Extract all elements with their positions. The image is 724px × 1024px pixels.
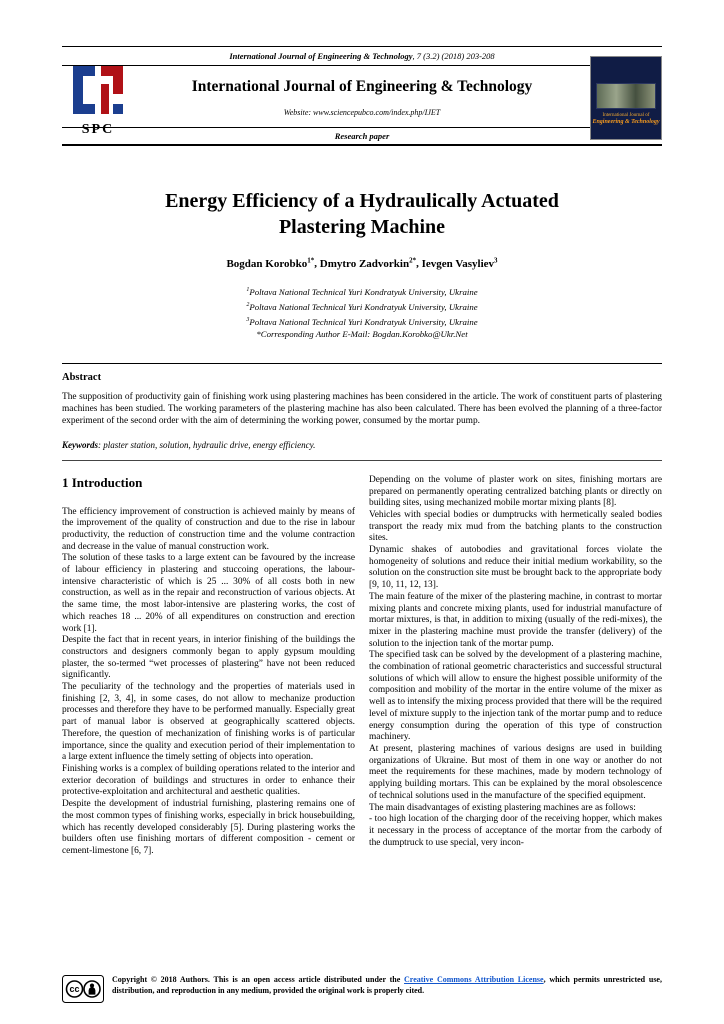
paragraph: The solution of these tasks to a large extent can be favoured by the increase of labour efficiency in plastering and stuccoing operations, the labour-intensive characteristic of which is 25 ... 30% of all costs both in new construction, as well as in the repair and reconstruction of various objects. At the same time, the most labor-intensive are plastering works, the cost of which reaches 18 ... 20% of all expenditures on construction and erection work [1]. (62, 553, 355, 634)
copyright-footer (62, 975, 662, 1008)
paragraph: The efficiency improvement of construction is achieved mainly by means of the improvement of the quality of construction and due to the rise in labour productivity, the reduction of construction time and the volume contraction and decrease in the value of manual construction work. (62, 506, 355, 552)
journal-website: Website: www.sciencepubco.com/index.php/IJET (283, 108, 441, 117)
section-1-heading: 1 Introduction (62, 474, 143, 490)
author-2: Dmytro Zadvorkin$^{2*}$ (319, 256, 417, 270)
page-title (62, 188, 662, 240)
left-column (62, 475, 355, 858)
paragraph: The peculiarity of the technology and the properties of materials used in finishing [2, 3, 4], in some cases, do not allow to mechanize production processes and therefore they have to be performed manually. Especially great part of manual labor is observed at geographically scattered objects. Therefore, the question of mechanization of finishing works is of particular importance, since the quality and execution period of their implementation to a large extent influence the timely setting of objects into operation. (62, 682, 355, 763)
author-1: Bogdan Korobko$^{1*}$ (226, 256, 315, 270)
title-line-1: Energy Efficiency of a Hydraulically Actuated (165, 190, 559, 212)
keywords-bottom-rule (62, 460, 662, 461)
svg-text:cc: cc (69, 984, 80, 995)
publisher-logo-text: SPC (81, 122, 115, 137)
paragraph: Dynamic shakes of autobodies and gravitational forces violate the homogeneity of solutions and reduce their initial medium workability, so the solution on the construction site must be brought back to the appropriate body [9, 10, 11, 12, 13]. (369, 545, 662, 591)
cover-collage-image (596, 83, 656, 109)
paragraph: The main disadvantages of existing plastering machines are as follows: (369, 802, 636, 813)
affiliation-line-1: $^1$Poltava National Technical Yuri Kondratyuk University, Ukraine (246, 286, 478, 297)
keywords-line (62, 440, 662, 450)
journal-cover-image (590, 56, 662, 140)
journal-header (62, 0, 662, 146)
publisher-logo (66, 64, 130, 138)
copyright-text (112, 975, 662, 996)
keywords-label: Keywords (62, 439, 98, 450)
cc-by-license-icon (62, 975, 104, 1008)
citation-journal-name: International Journal of Engineering & Technology (229, 51, 413, 61)
paragraph: - too high location of the charging door of the receiving hopper, which makes it necessary in the process of acceptance of the mortar from the carbody of the dumptruck to use special, very incon- (369, 814, 662, 848)
paragraph: Despite the fact that in recent years, in interior finishing of the buildings the constructors and designers commonly began to apply gypsum moulding plaster, the so-termed “wet processes of plastering” have not been reduced significantly. (62, 635, 355, 681)
paragraph: Finishing works is a complex of building operations related to the interior and exterior decoration of buildings and structures in order to enhance their protective-exploitation and architectural and aesthetic qualities. (62, 763, 355, 798)
paragraph: At present, plastering machines of various designs are used in building organizations of Ukraine. But most of them in one way or another do not meet the requirements for these machines, made by modern technology of applying building mortars. This can be explained by the moral obsolescence of technical solutions used in the manufacture of the specified equipment. (369, 743, 662, 801)
paragraph: Despite the development of industrial furnishing, plastering remains one of the most common types of finishing works, especially in brick housebuilding, which has recently developed considerably [5]. During plastering works the builders often use finishing mortars of different composition - cement or cement-limestone [6, 7]. (62, 799, 355, 856)
abstract-top-rule (62, 363, 662, 364)
paragraph: Vehicles with special bodies or dumptrucks with hermetically sealed bodies transport the ready mix mud from the batching plants to the construction sites. (369, 509, 662, 544)
author-separator: , (314, 257, 320, 270)
right-column (369, 475, 662, 858)
spc-logo-icon (71, 103, 125, 120)
creative-commons-license-link[interactable]: Creative Commons Attribution License (404, 975, 544, 984)
citation-issue: , 7 (3.2) (2018) 203-208 (412, 51, 495, 61)
affiliation-line-2: $^2$Poltava National Technical Yuri Kondratyuk University, Ukraine (246, 301, 478, 312)
body-columns (62, 475, 662, 858)
author-separator: , (416, 257, 422, 270)
author-3: Ievgen Vasyliev$^3$ (421, 256, 498, 270)
citation-line (62, 46, 662, 66)
header-middle (62, 66, 662, 127)
paragraph: The main feature of the mixer of the plastering machine, in contrast to mortar mixing plants and concrete mixing plants, used for industrial manufacture of mortar mixtures, is that, in addition to mixing (usually of the redi-mixes), the mixer in the plastering machine must provide the transfer (delivery) of the solution to the injection tank of the mortar pump. (369, 591, 662, 649)
cover-title-line1: International Journal of (602, 113, 650, 118)
corresponding-author-line: *Corresponding Author E-Mail: Bogdan.Korobko@Ukr.Net (256, 329, 468, 340)
paragraph: The specified task can be solved by the development of a plastering machine, the combination of rational geometric characteristics and successful structural solutions of which will allow to ensure the highest possible uniformity of the composition and mobility of the mortar in the entire volume of the mixer as well as to intensify the mixing process provided that there will be the required level of mixture supply to the injection tank of the mortar pump and to reduce energy consumption during the operation of this type of construction machinery. (369, 650, 662, 743)
keywords-text: : plaster station, solution, hydraulic drive, energy efficiency. (98, 439, 316, 450)
authors-line (62, 256, 662, 270)
copyright-text-before: Copyright © 2018 Authors. This is an open access article distributed under the (112, 975, 405, 984)
paper-type-label: Research paper (62, 127, 662, 146)
abstract-text: The supposition of productivity gain of finishing work using plastering machines has been considered in the article. The work of constituent parts of plastering machines has been studied. The working parameters of the plastering machine has also been calculated. There has been evolved the planning of a three-factor experiment of the second order with the aim of determining the working power, consumed by the mortar pump. (62, 392, 662, 427)
copyright-text-after: , which permits unrestricted use, distribution, and reproduction in any medium, provided the original work is properly cited. (112, 975, 662, 995)
abstract-heading: Abstract (62, 372, 102, 384)
title-line-2: Plastering Machine (278, 216, 446, 238)
affiliation-line-3: $^3$Poltava National Technical Yuri Kondratyuk University, Ukraine (246, 316, 478, 327)
cover-title-line2: Engineering & Technology (592, 119, 660, 125)
paragraph: Depending on the volume of plaster work on sites, finishing mortars are prepared on permanently operating centralized batching plants or directly on building sites, using mechanized mobile mortar mixing plants [8]. (369, 474, 662, 509)
affiliations-block (62, 284, 662, 342)
journal-title: International Journal of Engineering & Technology (191, 78, 533, 95)
